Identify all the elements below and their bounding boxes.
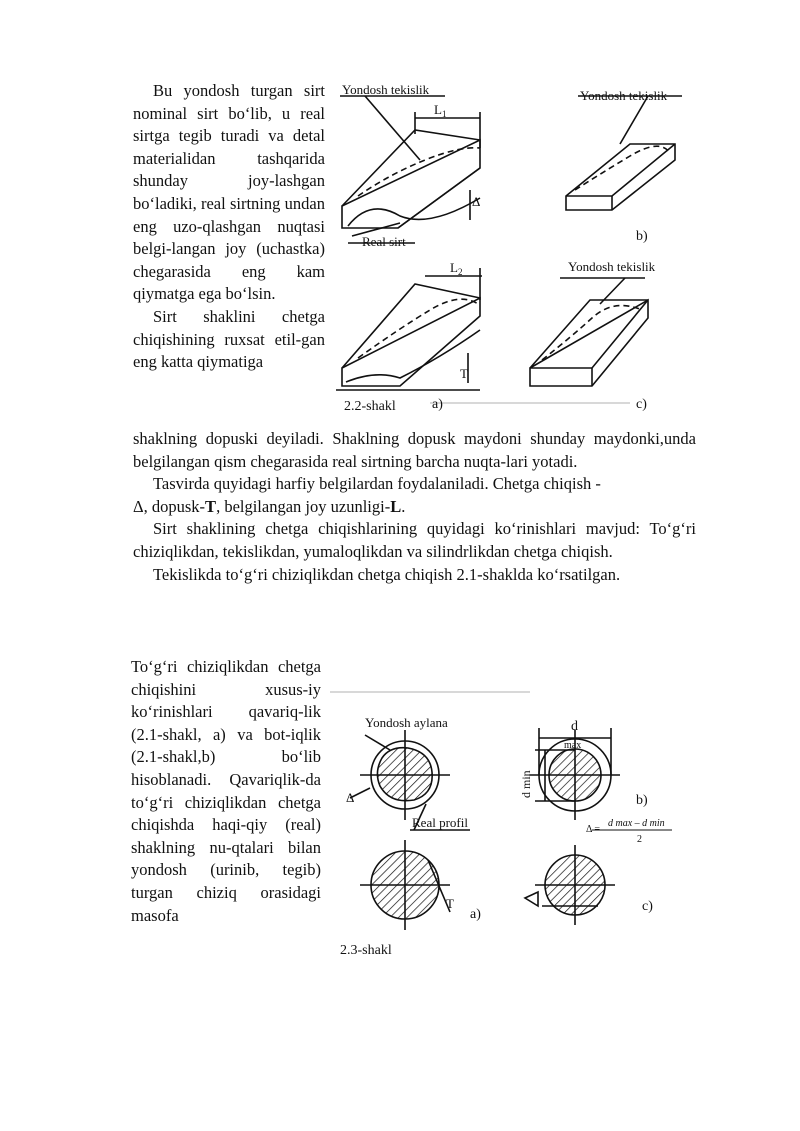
label-T: T [460, 366, 468, 381]
panel-label-a: a) [470, 907, 481, 922]
symbol-L: L [390, 496, 402, 516]
label-d-max: max [564, 740, 582, 751]
text-fragment: , dopusk- [143, 496, 206, 516]
label-yondosh-aylana: Yondosh aylana [365, 715, 448, 730]
panel-label-c: c) [642, 899, 653, 914]
label-d-min: d min [519, 770, 533, 798]
formula-numerator: d max – d min [608, 818, 665, 829]
formula-lhs: Δ = [586, 824, 601, 835]
paragraph: shaklning dopuski deyiladi. Shaklning dopusk maydoni shunday maydonki,unda belgilangan qism chegarasida real sirtning barcha nuqta-lari yotadi. [133, 429, 696, 471]
label-L1: $L_1$ [434, 102, 447, 119]
text-fragment: . [401, 496, 406, 516]
label-d: d [571, 719, 578, 734]
figure-2-2-caption: 2.2-shakl [344, 399, 396, 414]
label-T: T [446, 896, 454, 911]
label-real-profil: Real profil [412, 815, 468, 830]
paragraph: Sirt shaklini chetga chiqishining ruxsat etil-gan eng katta qiymatiga [133, 306, 325, 372]
panel-label-b: b) [636, 793, 648, 808]
text-fragment: , belgilangan joy uzunligi- [216, 496, 391, 516]
plate-b-outline [566, 144, 675, 210]
label-real-sirt: Real sirt [362, 234, 406, 249]
panel-label-b: b) [636, 229, 648, 244]
text-body [133, 428, 696, 586]
text-fragment: Tasvirda quyidagi harfiy belgilardan foydalaniladi. Chetga chiqish - [153, 474, 601, 494]
label-delta: Δ [346, 790, 355, 805]
figure-2-3 [330, 680, 700, 970]
label-yondosh-tekislik-a: Yondosh tekislik [342, 82, 430, 97]
paragraph: Tekislikda to‘g‘ri chiziqlikdan chetga chiqish 2.1-shaklda ko‘rsatilgan. [153, 564, 621, 584]
panel-label-c: c) [636, 397, 647, 412]
text-column-bottom [131, 656, 321, 927]
symbol-T: T [205, 496, 217, 516]
label-yondosh-tekislik-c: Yondosh tekislik [568, 259, 656, 274]
figure-2-3-caption: 2.3-shakl [340, 943, 392, 958]
paragraph: Sirt shaklining chetga chiqishlarining quyidagi ko‘rinishlari mavjud: To‘g‘ri chiziqlikdan, tekislikdan, yumaloqlikdan va silindrlikdan chetga chiqish. [133, 519, 696, 561]
plate-c-outline [530, 300, 648, 386]
label-L2: $L_2$ [450, 260, 463, 277]
figure-2-2 [330, 78, 700, 418]
formula-denominator: 2 [637, 834, 642, 845]
panel-label-a: a) [432, 397, 443, 412]
paragraph-symbols [133, 473, 696, 518]
paragraph: Bu yondosh turgan sirt nominal sirt bo‘lib, u real sirtga tegib turadi va detal materialidan tashqarida shunday joy-lashgan bo‘ladiki, real sirtning undan eng uzo-qlashgan nuqtasi belgi-langan joy (uchastka) chegarasida eng kam qiymatga ega bo‘lsin. [133, 81, 325, 304]
symbol-delta: Δ [133, 496, 144, 516]
text-column-top [133, 80, 325, 374]
label-yondosh-tekislik-b: Yondosh tekislik [580, 88, 668, 103]
paragraph: To‘g‘ri chiziqlikdan chetga chiqishini xusus-iy ko‘rinishlari qavariq-lik (2.1-shakl, a) va bot-iqlik (2.1-shakl,b) bo‘lib hisoblanadi. Qavariqlik-da to‘g‘ri chiziqlikdan chetga chiqishda haqi-qiy (real) shaklning nu-qtalari bilan yondosh (urinib, tegib) turgan chiziq orasidagi masofa [131, 657, 321, 925]
label-delta: Δ [472, 194, 481, 209]
